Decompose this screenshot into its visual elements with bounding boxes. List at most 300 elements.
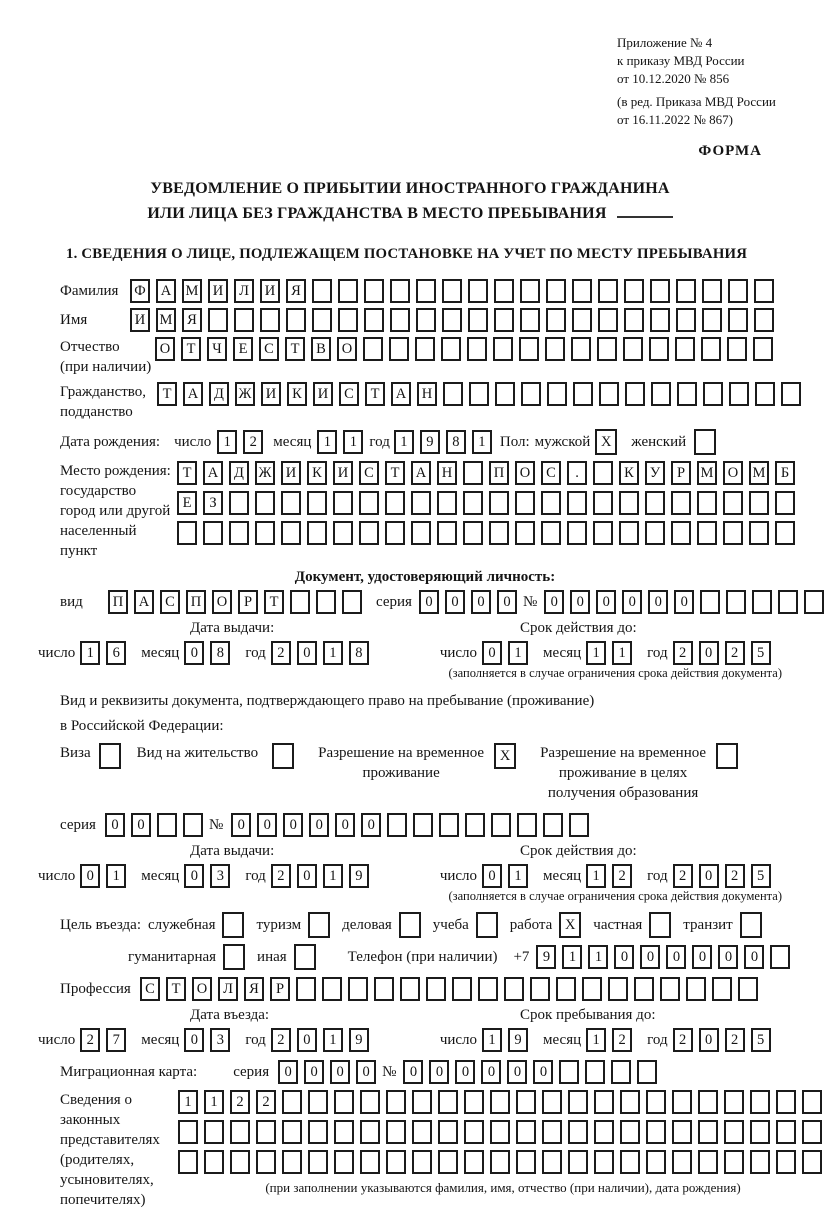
- char-box: [749, 521, 769, 545]
- char-box: А: [391, 382, 411, 406]
- char-box: [593, 521, 613, 545]
- char-box: [307, 491, 327, 515]
- stay-doc-dates: [38, 864, 790, 888]
- representatives-row1: [178, 1090, 828, 1114]
- issue-date-label: Дата выдачи:: [190, 843, 275, 859]
- firstname-label: Имя: [60, 311, 88, 328]
- char-box: X: [595, 429, 617, 455]
- char-box: [802, 1090, 822, 1114]
- char-box: [646, 1090, 666, 1114]
- char-box: [724, 1150, 744, 1174]
- char-box: [316, 590, 336, 614]
- char-box: [645, 521, 665, 545]
- char-box: [573, 382, 593, 406]
- char-box: [750, 1150, 770, 1174]
- temp-residence-label-line1: Разрешение на временное: [318, 745, 485, 761]
- char-box: 2: [243, 430, 263, 454]
- stay-series-boxes: [105, 813, 209, 837]
- char-box: 0: [455, 1060, 475, 1084]
- char-box: [441, 337, 461, 361]
- entry-month-boxes: [184, 1028, 236, 1052]
- char-box: 3: [210, 1028, 230, 1052]
- char-box: 1: [394, 430, 414, 454]
- char-box: [619, 491, 639, 515]
- purpose-opt6-label: частная: [593, 916, 643, 933]
- char-box: [724, 1120, 744, 1144]
- char-box: [411, 491, 431, 515]
- edu-residence-checkbox: [716, 743, 738, 769]
- char-box: Д: [229, 461, 249, 485]
- purpose-opt8-label: гуманитарная: [128, 948, 217, 965]
- temp-residence-label-line2: проживание: [362, 765, 440, 781]
- char-box: [363, 337, 383, 361]
- month-label: месяц: [141, 1031, 180, 1048]
- char-box: [541, 491, 561, 515]
- char-box: 2: [612, 1028, 632, 1052]
- char-box: 0: [481, 1060, 501, 1084]
- char-box: С: [140, 977, 160, 1001]
- char-box: [465, 813, 485, 837]
- char-box: [99, 743, 121, 769]
- char-box: 0: [184, 641, 204, 665]
- char-box: 0: [361, 813, 381, 837]
- char-box: [229, 521, 249, 545]
- char-box: 0: [356, 1060, 376, 1084]
- char-box: [464, 1150, 484, 1174]
- char-box: 2: [271, 1028, 291, 1052]
- identity-doc-note: (заполняется в случае ограничения срока действия документа): [448, 666, 782, 680]
- char-box: 2: [725, 864, 745, 888]
- purpose-label: Цель въезда:: [60, 916, 141, 933]
- representatives-label-line4: (родителях,: [60, 1152, 135, 1168]
- char-box: [443, 382, 463, 406]
- char-box: П: [108, 590, 128, 614]
- char-box: [597, 337, 617, 361]
- stay-series-label: серия: [60, 816, 96, 833]
- char-box: [360, 1120, 380, 1144]
- surname-label: Фамилия: [60, 282, 119, 299]
- char-box: [399, 912, 421, 938]
- purpose-opt7-label: транзит: [683, 916, 733, 933]
- char-box: 1: [178, 1090, 198, 1114]
- char-box: [412, 1090, 432, 1114]
- char-box: Ж: [235, 382, 255, 406]
- char-box: [637, 1060, 657, 1084]
- edu-residence-label-line1: Разрешение на временное: [540, 745, 707, 761]
- char-box: [157, 813, 177, 837]
- char-box: [754, 279, 774, 303]
- char-box: 2: [80, 1028, 100, 1052]
- month-label: месяц: [141, 867, 180, 884]
- char-box: 0: [257, 813, 277, 837]
- char-box: [753, 337, 773, 361]
- char-box: 0: [131, 813, 151, 837]
- char-box: [412, 1150, 432, 1174]
- char-box: [547, 382, 567, 406]
- char-box: [568, 1120, 588, 1144]
- char-box: [495, 382, 515, 406]
- char-box: [307, 521, 327, 545]
- char-box: Б: [775, 461, 795, 485]
- profession-label: Профессия: [60, 980, 131, 997]
- char-box: [478, 977, 498, 1001]
- representatives-row3: [178, 1150, 828, 1174]
- char-box: [411, 521, 431, 545]
- char-box: С: [541, 461, 561, 485]
- char-box: [360, 1150, 380, 1174]
- char-box: 2: [673, 864, 693, 888]
- char-box: 0: [429, 1060, 449, 1084]
- char-box: [542, 1120, 562, 1144]
- char-box: [178, 1150, 198, 1174]
- entry-date-label: Дата въезда:: [190, 1007, 270, 1023]
- char-box: [519, 337, 539, 361]
- char-box: [770, 945, 790, 969]
- char-box: [712, 977, 732, 1001]
- char-box: [464, 1120, 484, 1144]
- stay-doc-intro: [60, 689, 790, 739]
- char-box: [333, 521, 353, 545]
- char-box: А: [134, 590, 154, 614]
- char-box: X: [559, 912, 581, 938]
- char-box: 0: [614, 945, 634, 969]
- char-box: [208, 308, 228, 332]
- char-box: П: [489, 461, 509, 485]
- char-box: [464, 1090, 484, 1114]
- char-box: [776, 1120, 796, 1144]
- char-box: [620, 1090, 640, 1114]
- char-box: [282, 1150, 302, 1174]
- char-box: 1: [217, 430, 237, 454]
- char-box: А: [183, 382, 203, 406]
- char-box: [438, 1090, 458, 1114]
- char-box: .: [567, 461, 587, 485]
- char-box: [738, 977, 758, 1001]
- char-box: Т: [285, 337, 305, 361]
- edu-residence-label-line3: получения образования: [547, 785, 699, 801]
- stay-until-group: [440, 1028, 786, 1052]
- char-box: [750, 1120, 770, 1144]
- expiry-day-boxes: [482, 641, 534, 665]
- field-citizenship: [60, 382, 790, 422]
- char-box: [308, 1120, 328, 1144]
- char-box: [776, 1090, 796, 1114]
- day-label: число: [439, 867, 478, 884]
- expiry-month-boxes: [586, 641, 638, 665]
- male-label: мужской: [534, 433, 591, 450]
- day-label: число: [174, 433, 212, 450]
- char-box: [476, 912, 498, 938]
- char-box: [334, 1090, 354, 1114]
- char-box: [489, 521, 509, 545]
- mc-series-label: серия: [233, 1063, 270, 1080]
- purpose-opt2-checkbox: [308, 912, 330, 938]
- purpose-opt4-label: учеба: [432, 916, 469, 933]
- char-box: [542, 1090, 562, 1114]
- stay-until-label: Срок пребывания до:: [520, 1007, 656, 1023]
- char-box: [178, 1120, 198, 1144]
- char-box: [598, 308, 618, 332]
- char-box: [463, 461, 483, 485]
- representatives-label: [60, 1090, 178, 1210]
- birth-year-boxes: [394, 430, 498, 454]
- male-checkbox: [595, 429, 617, 455]
- char-box: [677, 382, 697, 406]
- form-title-line2-text: ИЛИ ЛИЦА БЕЗ ГРАЖДАНСТВА В МЕСТО ПРЕБЫВАНИЯ: [147, 205, 607, 222]
- char-box: К: [307, 461, 327, 485]
- temp-residence-label: [318, 743, 484, 783]
- char-box: 1: [323, 864, 343, 888]
- edu-residence-label: [540, 743, 706, 803]
- char-box: 1: [472, 430, 492, 454]
- char-box: [778, 590, 798, 614]
- issue-day-boxes: [80, 864, 132, 888]
- char-box: [260, 308, 280, 332]
- month-label: месяц: [543, 867, 582, 884]
- patronymic-label: [60, 337, 155, 377]
- edition-line: от 16.11.2022 № 867): [617, 112, 734, 127]
- char-box: [203, 521, 223, 545]
- char-box: О: [723, 461, 743, 485]
- char-box: 0: [544, 590, 564, 614]
- char-box: [740, 912, 762, 938]
- char-box: [415, 337, 435, 361]
- entry-dates: [38, 1028, 790, 1052]
- char-box: [490, 1090, 510, 1114]
- char-box: [516, 1090, 536, 1114]
- stay-month-boxes: [586, 1028, 638, 1052]
- char-box: И: [260, 279, 280, 303]
- char-box: [494, 308, 514, 332]
- char-box: 9: [536, 945, 556, 969]
- char-box: 0: [699, 641, 719, 665]
- identity-doc-heading: Документ, удостоверяющий личность:: [294, 569, 556, 585]
- char-box: Т: [157, 382, 177, 406]
- char-box: [385, 521, 405, 545]
- char-box: [671, 521, 691, 545]
- char-box: [360, 1090, 380, 1114]
- char-box: [716, 743, 738, 769]
- field-migration-card: [60, 1060, 790, 1084]
- day-label: число: [38, 867, 76, 884]
- char-box: [702, 308, 722, 332]
- birthplace-box-rows: [177, 461, 801, 551]
- char-box: 0: [666, 945, 686, 969]
- char-box: [490, 1150, 510, 1174]
- char-box: [546, 308, 566, 332]
- char-box: И: [281, 461, 301, 485]
- char-box: [703, 382, 723, 406]
- char-box: [542, 1150, 562, 1174]
- char-box: 2: [673, 1028, 693, 1052]
- char-box: [308, 1150, 328, 1174]
- char-box: [386, 1150, 406, 1174]
- char-box: [489, 491, 509, 515]
- issue-month-boxes: [184, 864, 236, 888]
- birthplace-label-line2: государство: [60, 483, 137, 499]
- char-box: [230, 1150, 250, 1174]
- char-box: [593, 491, 613, 515]
- char-box: И: [130, 308, 150, 332]
- char-box: Я: [182, 308, 202, 332]
- stay-doc-intro-line2: в Российской Федерации:: [60, 718, 224, 734]
- purpose-opt3-checkbox: [399, 912, 421, 938]
- visa-checkbox: [99, 743, 121, 769]
- char-box: [515, 521, 535, 545]
- patronymic-label-line2: (при наличии): [60, 359, 152, 375]
- char-box: [438, 1150, 458, 1174]
- char-box: 1: [106, 864, 126, 888]
- char-box: [312, 308, 332, 332]
- char-box: 2: [725, 641, 745, 665]
- field-purpose-row2: [128, 944, 790, 970]
- char-box: 1: [343, 430, 363, 454]
- char-box: 0: [304, 1060, 324, 1084]
- purpose-opt1-checkbox: [222, 912, 244, 938]
- char-box: [568, 1090, 588, 1114]
- char-box: Ф: [130, 279, 150, 303]
- char-box: Т: [177, 461, 197, 485]
- char-box: [439, 813, 459, 837]
- char-box: [541, 521, 561, 545]
- char-box: [723, 491, 743, 515]
- char-box: А: [411, 461, 431, 485]
- char-box: 9: [349, 1028, 369, 1052]
- char-box: 5: [751, 1028, 771, 1052]
- char-box: [594, 1120, 614, 1144]
- birthdate-label: Дата рождения:: [60, 433, 161, 450]
- char-box: [412, 1120, 432, 1144]
- char-box: К: [287, 382, 307, 406]
- female-label: женский: [631, 433, 687, 450]
- char-box: [620, 1150, 640, 1174]
- char-box: [568, 1150, 588, 1174]
- char-box: [282, 1090, 302, 1114]
- char-box: Т: [385, 461, 405, 485]
- mc-number-label: №: [382, 1063, 397, 1080]
- char-box: [272, 743, 294, 769]
- char-box: 0: [80, 864, 100, 888]
- phone-label: Телефон (при наличии): [347, 948, 498, 965]
- char-box: Л: [234, 279, 254, 303]
- expiry-date-group: [440, 864, 786, 888]
- char-box: [493, 337, 513, 361]
- char-box: [426, 977, 446, 1001]
- char-box: Р: [270, 977, 290, 1001]
- char-box: [256, 1150, 276, 1174]
- char-box: [348, 977, 368, 1001]
- char-box: [775, 491, 795, 515]
- char-box: [230, 1120, 250, 1144]
- residence-permit-label: Вид на жительство: [136, 745, 259, 761]
- char-box: 0: [297, 864, 317, 888]
- profession-boxes: [140, 977, 764, 1001]
- char-box: [438, 1120, 458, 1144]
- field-firstname: [60, 308, 790, 332]
- char-box: [255, 491, 275, 515]
- issue-date-group: [38, 641, 384, 665]
- identity-doc-dates: [38, 641, 790, 665]
- char-box: 0: [105, 813, 125, 837]
- expiry-month-boxes: [586, 864, 638, 888]
- field-identity-doc: [60, 590, 790, 614]
- char-box: [749, 491, 769, 515]
- char-box: [308, 1090, 328, 1114]
- char-box: [416, 308, 436, 332]
- representatives-note: (при заполнении указываются фамилия, имя, отчество (при наличии), дата рождения): [265, 1180, 741, 1195]
- char-box: 5: [751, 641, 771, 665]
- stay-number-label: №: [208, 816, 224, 833]
- char-box: [660, 977, 680, 1001]
- char-box: [676, 279, 696, 303]
- char-box: 0: [596, 590, 616, 614]
- char-box: 8: [446, 430, 466, 454]
- appendix-line: Приложение № 4: [617, 35, 713, 50]
- char-box: [728, 308, 748, 332]
- section1-heading: 1. СВЕДЕНИЯ О ЛИЦЕ, ПОДЛЕЖАЩЕМ ПОСТАНОВКЕ НА УЧЕТ ПО МЕСТУ ПРЕБЫВАНИЯ: [66, 246, 748, 262]
- char-box: 0: [471, 590, 491, 614]
- char-box: Р: [238, 590, 258, 614]
- phone-boxes: [536, 945, 796, 969]
- form-title-line2: [60, 201, 760, 226]
- char-box: [694, 429, 716, 455]
- field-purpose-row1: [60, 912, 790, 938]
- char-box: [437, 521, 457, 545]
- char-box: [567, 491, 587, 515]
- char-box: [322, 977, 342, 1001]
- char-box: [729, 382, 749, 406]
- char-box: [672, 1150, 692, 1174]
- char-box: 1: [588, 945, 608, 969]
- char-box: [700, 590, 720, 614]
- char-box: У: [645, 461, 665, 485]
- option-edu-residence: [540, 743, 738, 803]
- month-label: месяц: [543, 1031, 582, 1048]
- char-box: [593, 461, 613, 485]
- year-label: год: [245, 867, 266, 884]
- doc-series-boxes: [419, 590, 523, 614]
- char-box: 3: [210, 864, 230, 888]
- char-box: [611, 1060, 631, 1084]
- char-box: Л: [218, 977, 238, 1001]
- char-box: [386, 1090, 406, 1114]
- issue-month-boxes: [184, 641, 236, 665]
- month-label: месяц: [543, 644, 582, 661]
- char-box: [650, 279, 670, 303]
- char-box: О: [155, 337, 175, 361]
- char-box: [727, 337, 747, 361]
- char-box: 1: [508, 864, 528, 888]
- char-box: [468, 308, 488, 332]
- birth-day-boxes: [217, 430, 269, 454]
- char-box: [608, 977, 628, 1001]
- char-box: [463, 521, 483, 545]
- doc-type-label: вид: [60, 593, 83, 610]
- citizenship-label: [60, 382, 157, 422]
- char-box: Т: [264, 590, 284, 614]
- char-box: [374, 977, 394, 1001]
- stay-day-boxes: [482, 1028, 534, 1052]
- char-box: 9: [420, 430, 440, 454]
- year-label: год: [369, 433, 390, 450]
- char-box: Ч: [207, 337, 227, 361]
- char-box: 0: [699, 1028, 719, 1052]
- char-box: Т: [166, 977, 186, 1001]
- char-box: 1: [323, 641, 343, 665]
- char-box: [543, 813, 563, 837]
- char-box: 2: [256, 1090, 276, 1114]
- representatives-label-line3: представителях: [60, 1132, 160, 1148]
